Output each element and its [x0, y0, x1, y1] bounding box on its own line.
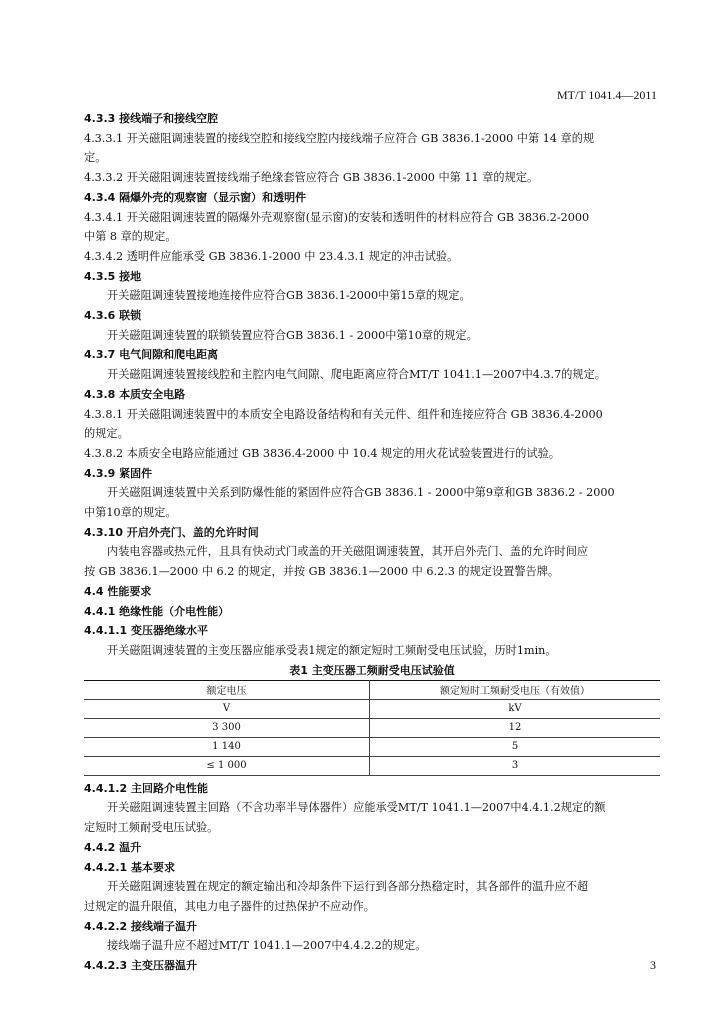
section-heading: 4.4 性能要求	[84, 584, 152, 598]
section-heading: 4.3.10 开启外壳门、盖的允许时间	[84, 525, 259, 539]
text-block-before-table	[84, 109, 660, 661]
section-heading: 4.3.4 隔爆外壳的观察窗（显示窗）和透明件	[84, 190, 307, 204]
paragraph-line: 内装电容器或热元件，且具有快动式门或盖的开关磁阻调速装置，其开启外壳门、盖的允许时间应	[107, 545, 589, 559]
paragraph-line: 定短时工频耐受电压试验。	[84, 821, 219, 835]
paragraph-line: 4.3.8.2 本质安全电路应能通过 GB 3836.4-2000 中 10.4 规定的用火花试验装置进行的试验。	[84, 446, 561, 460]
paragraph-line: 定。	[84, 151, 107, 165]
section-heading: 4.3.5 接地	[84, 269, 142, 283]
table-header-rated-voltage: 额定电压	[84, 680, 370, 699]
paragraph-line: 中第 8 章的规定。	[84, 230, 177, 244]
table-header-withstand-voltage: 额定短时工频耐受电压（有效值）	[370, 680, 661, 699]
paragraph-line: 开关磁阻调速装置主回路（不含功率半导体器件）应能承受MT/T 1041.1—2007中4.4.1.2规定的额	[107, 801, 606, 815]
table-unit-kv: kV	[370, 699, 661, 718]
paragraph-line: 过规定的温升限值，其电力电子器件的过热保护不应动作。	[84, 899, 375, 913]
section-heading: 4.3.9 紧固件	[84, 466, 153, 480]
paragraph-line: 的规定。	[84, 427, 129, 441]
paragraph-line: 中第10章的规定。	[84, 506, 177, 520]
paragraph-line: 开关磁阻调速装置接地连接件应符合GB 3836.1-2000中第15章的规定。	[107, 289, 471, 303]
table-cell-voltage: 3 300	[84, 718, 370, 737]
table-cell-withstand: 12	[370, 718, 661, 737]
table-caption: 表1 主变压器工频耐受电压试验值	[289, 663, 455, 677]
section-heading: 4.4.1.2 主回路介电性能	[84, 781, 208, 795]
table-cell-voltage: ≤ 1 000	[84, 756, 370, 775]
section-heading: 4.3.6 联锁	[84, 309, 142, 323]
section-heading: 4.4.2.2 接线端子温升	[84, 919, 197, 933]
section-heading: 4.3.3 接线端子和接线空腔	[84, 112, 219, 125]
text-block-after-table	[84, 779, 660, 976]
table-row	[84, 718, 660, 737]
paragraph-line: 开关磁阻调速装置中关系到防爆性能的紧固件应符合GB 3836.1 - 2000中第9章和GB 3836.2 - 2000	[107, 486, 615, 500]
page-number: 3	[650, 958, 656, 972]
section-heading: 4.4.2.1 基本要求	[84, 860, 175, 874]
paragraph-line: 4.3.3.1 开关磁阻调速装置的接线空腔和接线空腔内接线端子应符合 GB 3836.1-2000 中第 14 章的规	[84, 131, 595, 145]
table-unit-v: V	[84, 699, 370, 718]
paragraph-line: 开关磁阻调速装置的联锁装置应符合GB 3836.1 - 2000中第10章的规定。	[107, 328, 478, 342]
document-body	[84, 109, 660, 976]
table-cell-withstand: 5	[370, 737, 661, 756]
paragraph-line: 接线端子温升应不超过MT/T 1041.1—2007中4.4.2.2的规定。	[107, 939, 427, 953]
voltage-table	[84, 680, 660, 776]
paragraph-line: 开关磁阻调速装置接线腔和主腔内电气间隙、爬电距离应符合MT/T 1041.1—2007中4.3.7的规定。	[107, 368, 606, 382]
paragraph-line: 按 GB 3836.1—2000 中 6.2 的规定，并按 GB 3836.1—2000 中 6.2.3 的规定设置警告牌。	[84, 565, 560, 579]
paragraph-line: 4.3.8.1 开关磁阻调速装置中的本质安全电路设备结构和有关元件、组件和连接应符合 GB 3836.4-2000	[84, 407, 603, 421]
table-row	[84, 737, 660, 756]
standard-code-header: MT/T 1041.4—2011	[556, 88, 657, 102]
section-heading: 4.4.1.1 变压器绝缘水平	[84, 624, 208, 638]
table-cell-withstand: 3	[370, 756, 661, 775]
paragraph-line: 开关磁阻调速装置的主变压器应能承受表1规定的额定短时工频耐受电压试验，历时1min。	[107, 643, 557, 657]
section-heading: 4.4.1 绝缘性能（介电性能）	[84, 604, 230, 618]
paragraph-line: 4.3.4.2 透明件应能承受 GB 3836.1-2000 中 23.4.3.1 规定的冲击试验。	[84, 249, 459, 263]
section-heading: 4.4.2.3 主变压器温升	[84, 959, 197, 973]
paragraph-line: 4.3.4.1 开关磁阻调速装置的隔爆外壳观察窗(显示窗)的安装和透明件的材料应符合 GB 3836.2-2000	[84, 210, 590, 224]
paragraph-line: 开关磁阻调速装置在规定的额定输出和冷却条件下运行到各部分热稳定时，其各部件的温升应不超	[107, 880, 589, 894]
section-heading: 4.3.7 电气间隙和爬电距离	[84, 348, 219, 362]
paragraph-line: 4.3.3.2 开关磁阻调速装置接线端子绝缘套管应符合 GB 3836.1-2000 中第 11 章的规定。	[84, 171, 539, 185]
section-heading: 4.4.2 温升	[84, 840, 142, 854]
table-row	[84, 756, 660, 775]
table-cell-voltage: 1 140	[84, 737, 370, 756]
section-heading: 4.3.8 本质安全电路	[84, 387, 186, 401]
